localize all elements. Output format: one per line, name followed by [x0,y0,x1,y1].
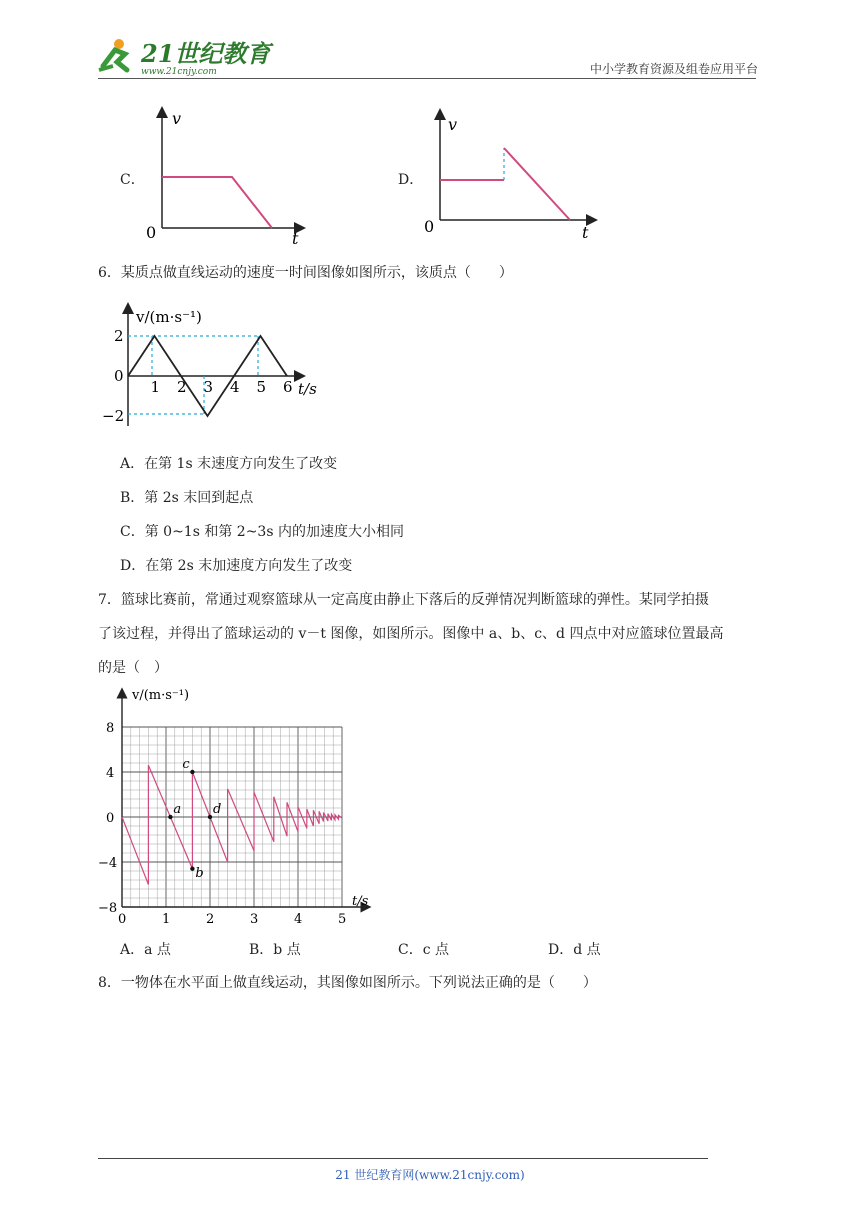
q7-xtick: 5 [338,912,347,927]
header [95,30,760,80]
q7-option-c[interactable]: C．c 点 [398,942,450,958]
q6-xtick: 6 [283,378,293,396]
q6-ytick: −2 [102,407,125,425]
q7-stem-line2: 了该过程，并得出了篮球运动的 v－t 图像，如图所示。图像中 a、b、c、d 四点中对应篮球位置最高 [98,626,724,642]
logo-url: www.21cnjy.com [141,67,217,77]
q7-stem-line1: 7．篮球比赛前，常通过观察篮球从一定高度由静止下落后的反弹情况判断篮球的弹性。某同学拍摄 [98,592,709,608]
q7-point-label: b [195,865,204,881]
q6-option-b[interactable]: B．第 2s 末回到起点 [120,490,254,506]
q7-point-a [168,815,172,819]
q7-point-label: c [182,757,190,772]
q8-stem: 8．一物体在水平面上做直线运动，其图像如图所示。下列说法正确的是（ ） [98,975,597,991]
svg-text:0: 0 [424,217,435,236]
q6-vt-chart [100,300,330,430]
footer-link[interactable]: 21 世纪教育网(www.21cnjy.com) [335,1168,525,1182]
q5-option-c-label: C． [120,172,145,188]
q7-ylabel: v/(m·s⁻¹) [132,688,190,703]
q6-option-c[interactable]: C．第 0~1s 和第 2~3s 内的加速度大小相同 [120,524,404,540]
q6-xtick: 5 [256,378,267,396]
q6-xtick: 3 [203,378,214,396]
q7-ytick: −8 [98,901,118,916]
q6-ytick: 2 [114,327,124,345]
q6-xlabel: t/s [298,380,317,398]
footer-divider [98,1158,708,1159]
q7-xtick: 4 [294,912,303,927]
svg-text:t: t [582,223,589,242]
q7-ytick: 8 [106,721,115,736]
axis-t-label: t [292,229,299,248]
q7-xlabel: t/s [352,894,369,909]
q7-stem-line3: 的是（ ） [98,660,168,676]
runner-logo-icon [95,36,271,78]
q7-xtick: 0 [118,912,127,927]
q5-graph-d [420,110,600,242]
q6-xtick: 4 [230,378,240,396]
header-divider [98,78,756,79]
q7-ytick: 4 [106,766,115,781]
logo-brand: 21世纪教育 [141,39,271,68]
q7-option-a[interactable]: A．a 点 [120,942,171,958]
q7-point-label: d [213,802,222,817]
q7-point-label: a [173,802,182,817]
q7-vt-chart [90,685,380,935]
q6-option-d[interactable]: D．在第 2s 末加速度方向发生了改变 [120,558,353,574]
q7-xtick: 3 [250,912,259,927]
q7-option-b[interactable]: B．b 点 [249,942,301,958]
svg-text:v: v [448,115,458,134]
q7-ytick: 0 [106,811,115,826]
q7-ytick: −4 [98,856,118,871]
q6-option-a[interactable]: A．在第 1s 末速度方向发生了改变 [120,456,338,472]
q7-point-d [208,815,212,819]
q7-series-line [122,765,342,884]
q6-stem: 6．某质点做直线运动的速度一时间图像如图所示，该质点（ ） [98,265,513,281]
q6-ylabel: v/(m·s⁻¹) [136,308,202,326]
q5-graph-c [140,106,310,248]
origin-label: 0 [146,223,157,242]
q5-option-d-label: D． [398,172,424,188]
q7-xtick: 1 [162,912,171,927]
q7-point-c [190,770,194,774]
q6-ytick: 0 [114,367,124,385]
q7-xtick: 2 [206,912,215,927]
site-logo[interactable] [95,36,271,78]
q7-option-d[interactable]: D．d 点 [548,942,601,958]
q6-xtick: 2 [177,378,187,396]
q7-point-b [190,867,194,871]
q6-xtick: 1 [150,378,161,396]
axis-v-label: v [172,109,182,128]
header-tagline: 中小学教育资源及组卷应用平台 [589,62,758,76]
